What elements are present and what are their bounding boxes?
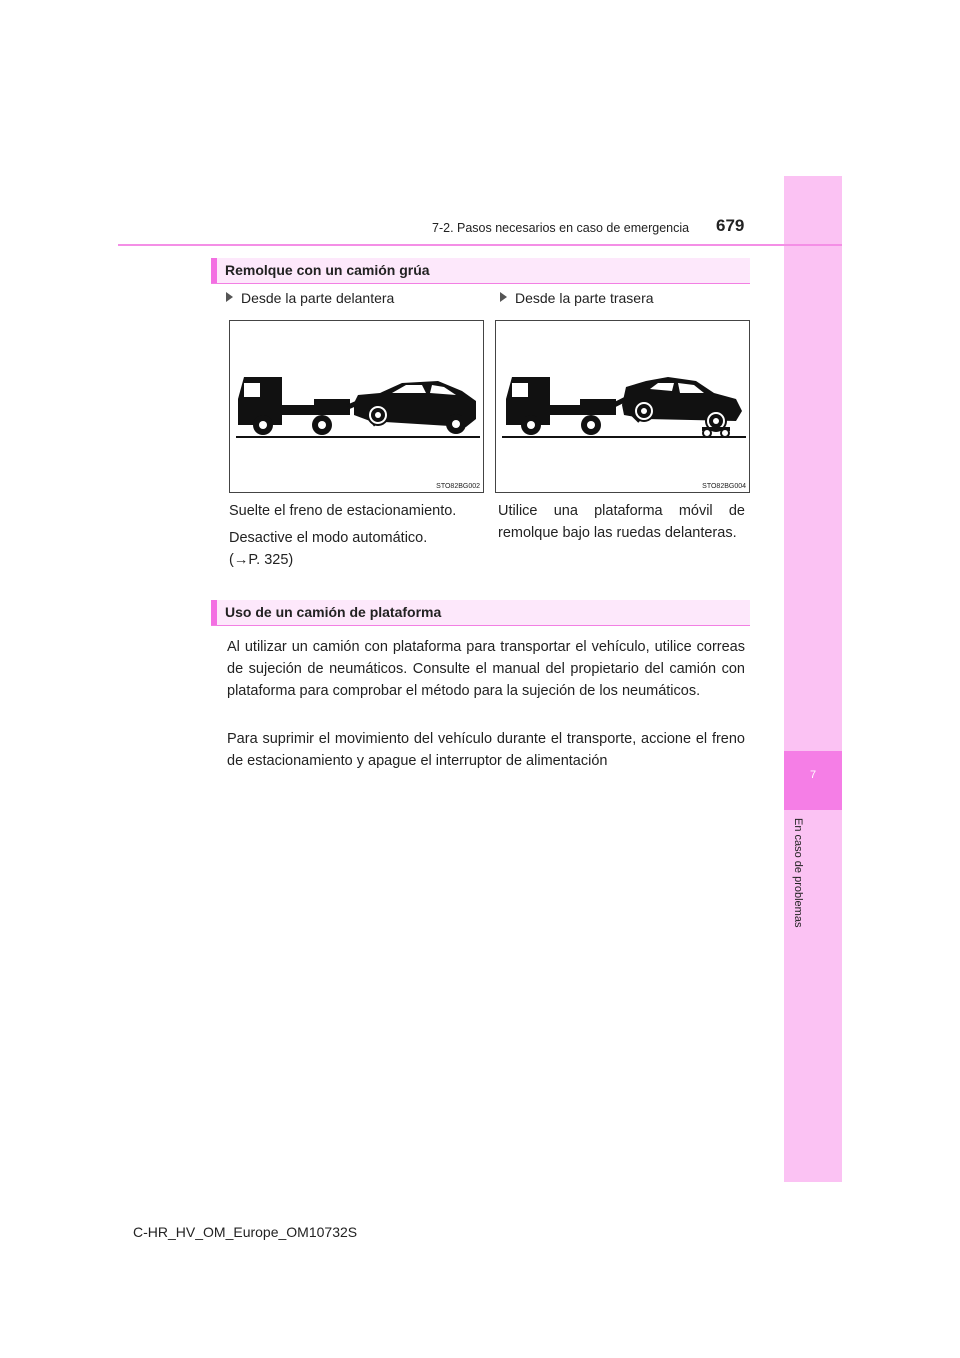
- subheading-from-rear: [500, 290, 654, 306]
- instruction-release-parking-brake: Suelte el freno de estacionamiento.: [229, 503, 457, 519]
- section-title: Remolque con un camión grúa: [225, 262, 430, 278]
- side-tab: [784, 176, 842, 1182]
- subheading-label: Desde la parte trasera: [515, 290, 654, 306]
- figure-code: STO82BG002: [436, 483, 480, 490]
- instruction-line: Desactive el modo automático.: [229, 530, 428, 546]
- tow-truck-front-illustration: [230, 321, 485, 494]
- front-tow-text: [229, 500, 484, 571]
- section-heading-flatbed-truck: [211, 600, 750, 626]
- page-reference: (→P. 325): [229, 552, 294, 568]
- header-rule: [118, 244, 842, 246]
- chapter-number: 7: [809, 769, 817, 781]
- tow-truck-rear-illustration: [496, 321, 751, 494]
- instruction-disable-auto-mode: [229, 527, 484, 571]
- flatbed-paragraph-2: Para suprimir el movimiento del vehículo durante el transporte, accione el freno de estacionamiento y apague el interruptor de alimentación: [227, 731, 745, 769]
- triangle-right-icon: [226, 292, 233, 302]
- section-heading-tow-truck: [211, 258, 750, 284]
- section-title: Uso de un camión de plataforma: [225, 604, 442, 620]
- figure-tow-from-rear: [495, 320, 750, 493]
- figure-code: STO82BG004: [702, 483, 746, 490]
- footer-document-code: C-HR_HV_OM_Europe_OM10732S: [133, 1224, 358, 1240]
- triangle-right-icon: [500, 292, 507, 302]
- subheading-from-front: [226, 290, 394, 306]
- figure-tow-from-front: [229, 320, 484, 493]
- side-tab-chapter-label: En caso de problemas: [792, 818, 804, 928]
- side-tab-chapter-number: [784, 751, 842, 810]
- flatbed-paragraph-1: Al utilizar un camión con plataforma para transportar el vehículo, utilice correas de sujeción de neumáticos. Consulte el manual del propietario del camión con plataforma para comprobar el método para la sujeción de los neumáticos.: [227, 639, 745, 699]
- rear-tow-text: Utilice una plataforma móvil de remolque bajo las ruedas delanteras.: [498, 503, 745, 541]
- subheading-label: Desde la parte delantera: [241, 290, 395, 306]
- page-number: 679: [716, 216, 745, 235]
- header-title: 7-2. Pasos necesarios en caso de emergencia: [432, 221, 690, 235]
